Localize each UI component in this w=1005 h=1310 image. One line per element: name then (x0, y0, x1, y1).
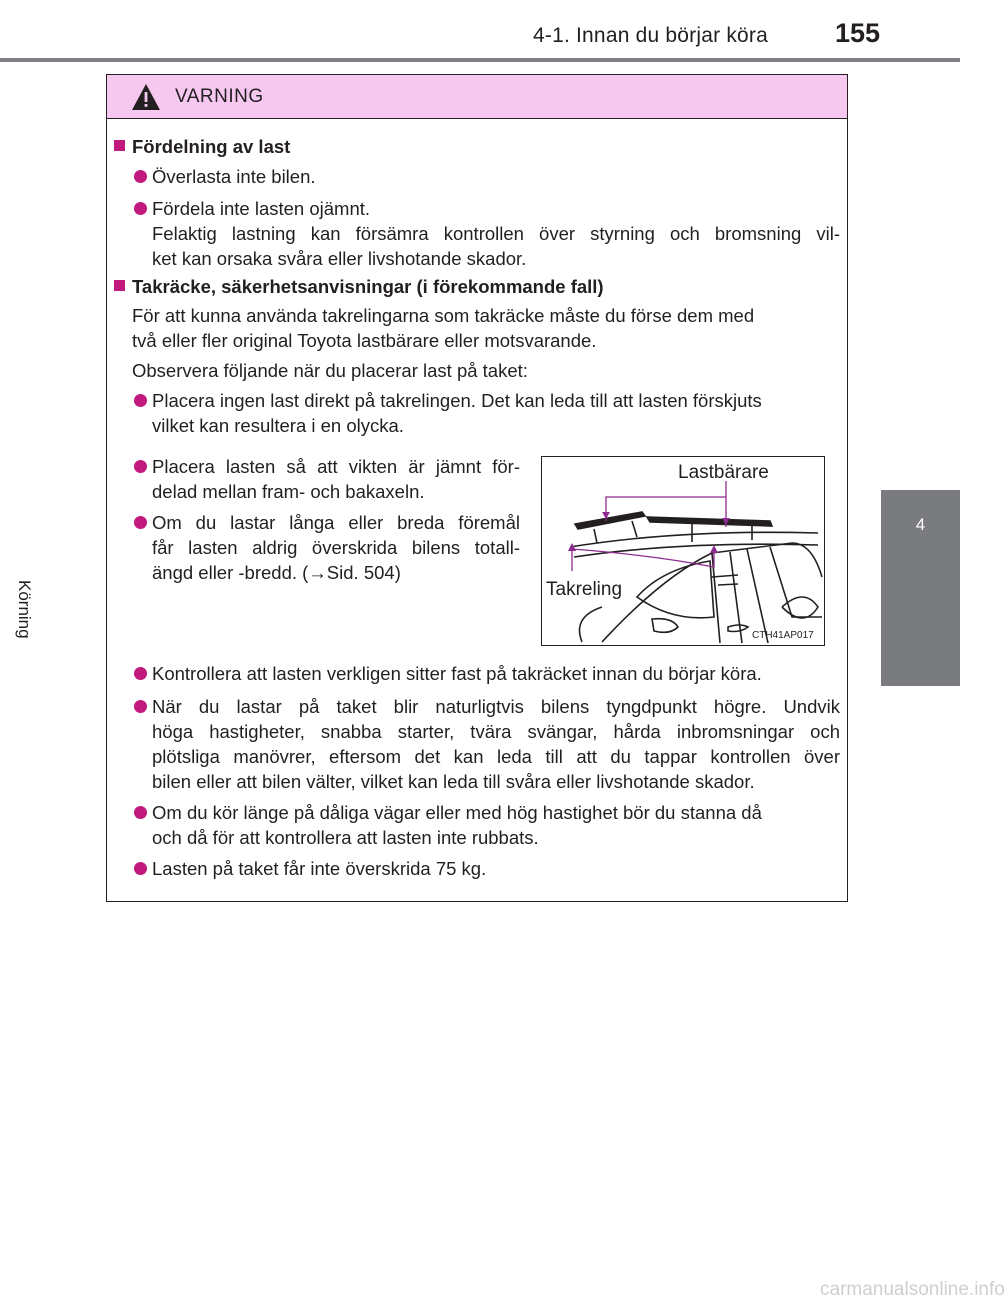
list-item-text: Felaktig lastning kan försämra kontrollen över styrning och bromsning vil- (152, 223, 840, 244)
bullet-dot (134, 202, 147, 215)
list-item-text: vilket kan resultera i en olycka. (152, 415, 404, 436)
bullet-dot (134, 394, 147, 407)
label-roof-carrier: Lastbärare (678, 462, 769, 483)
paragraph: två eller fler original Toyota lastbärare eller motsvarande. (132, 330, 597, 351)
list-item-text: får lasten aldrig överskrida bilens totall- (152, 537, 520, 558)
bullet-dot (134, 667, 147, 680)
bullet-dot (134, 460, 147, 473)
chapter-number: 4 (915, 515, 926, 534)
list-item-text: ängd eller -bredd. (→Sid. 504) (152, 562, 401, 583)
list-item: Om du kör länge på dåliga vägar eller med hög hastighet bör du stanna då (152, 802, 762, 823)
figure-code: CTH41AP017 (752, 630, 814, 641)
list-item: Fördela inte lasten ojämnt. (152, 198, 371, 219)
list-item-text: ket kan orsaka svåra eller livshotande skador. (152, 248, 527, 269)
bullet-dot (134, 806, 147, 819)
section-bullet (114, 140, 125, 151)
warning-title: VARNING (175, 86, 264, 107)
list-item: Placera lasten så att vikten är jämnt för- (152, 456, 520, 477)
warning-triangle-icon (131, 83, 161, 111)
bullet-dot (134, 516, 147, 529)
paragraph: För att kunna använda takrelingarna som takräcke måste du förse dem med (132, 305, 755, 326)
bullet-dot (134, 170, 147, 183)
car-roof-illustration (542, 457, 823, 644)
chapter-label: Körning (15, 580, 34, 639)
list-item: Om du lastar långa eller breda föremål (152, 512, 520, 533)
page-number: 155 (835, 18, 881, 48)
list-item: När du lastar på taket blir naturligtvis bilens tyngdpunkt högre. Undvik (152, 696, 840, 717)
list-item-text: bilen eller att bilen välter, vilket kan leda till svåra eller livshotande skador. (152, 771, 755, 792)
watermark: carmanualsonline.info (820, 1279, 1005, 1300)
section-title: 4-1. Innan du börjar köra (533, 24, 768, 47)
chapter-tab (881, 490, 960, 686)
section-heading: Takräcke, säkerhetsanvisningar (i förekommande fall) (132, 276, 604, 297)
bullet-dot (134, 700, 147, 713)
section-heading: Fördelning av last (132, 136, 291, 157)
list-item-text: och då för att kontrollera att lasten inte rubbats. (152, 827, 539, 848)
list-item: Överlasta inte bilen. (152, 166, 316, 187)
list-item: Lasten på taket får inte överskrida 75 kg. (152, 858, 487, 879)
paragraph: Observera följande när du placerar last på taket: (132, 360, 528, 381)
bullet-dot (134, 862, 147, 875)
warning-header (107, 75, 847, 119)
roof-rack-figure (541, 456, 825, 646)
header-divider (0, 58, 960, 62)
list-item-text: delad mellan fram- och bakaxeln. (152, 481, 425, 502)
label-roof-rail: Takreling (546, 579, 623, 600)
list-item-text: höga hastigheter, snabba starter, tvära svängar, hårda inbromsningar och (152, 721, 840, 742)
list-item-text: plötsliga manövrer, eftersom det kan leda till att du tappar kontrollen över (152, 746, 840, 767)
list-item: Placera ingen last direkt på takrelingen. Det kan leda till att lasten förskjuts (152, 390, 762, 411)
list-item: Kontrollera att lasten verkligen sitter fast på takräcket innan du börjar köra. (152, 663, 762, 684)
section-bullet (114, 280, 125, 291)
